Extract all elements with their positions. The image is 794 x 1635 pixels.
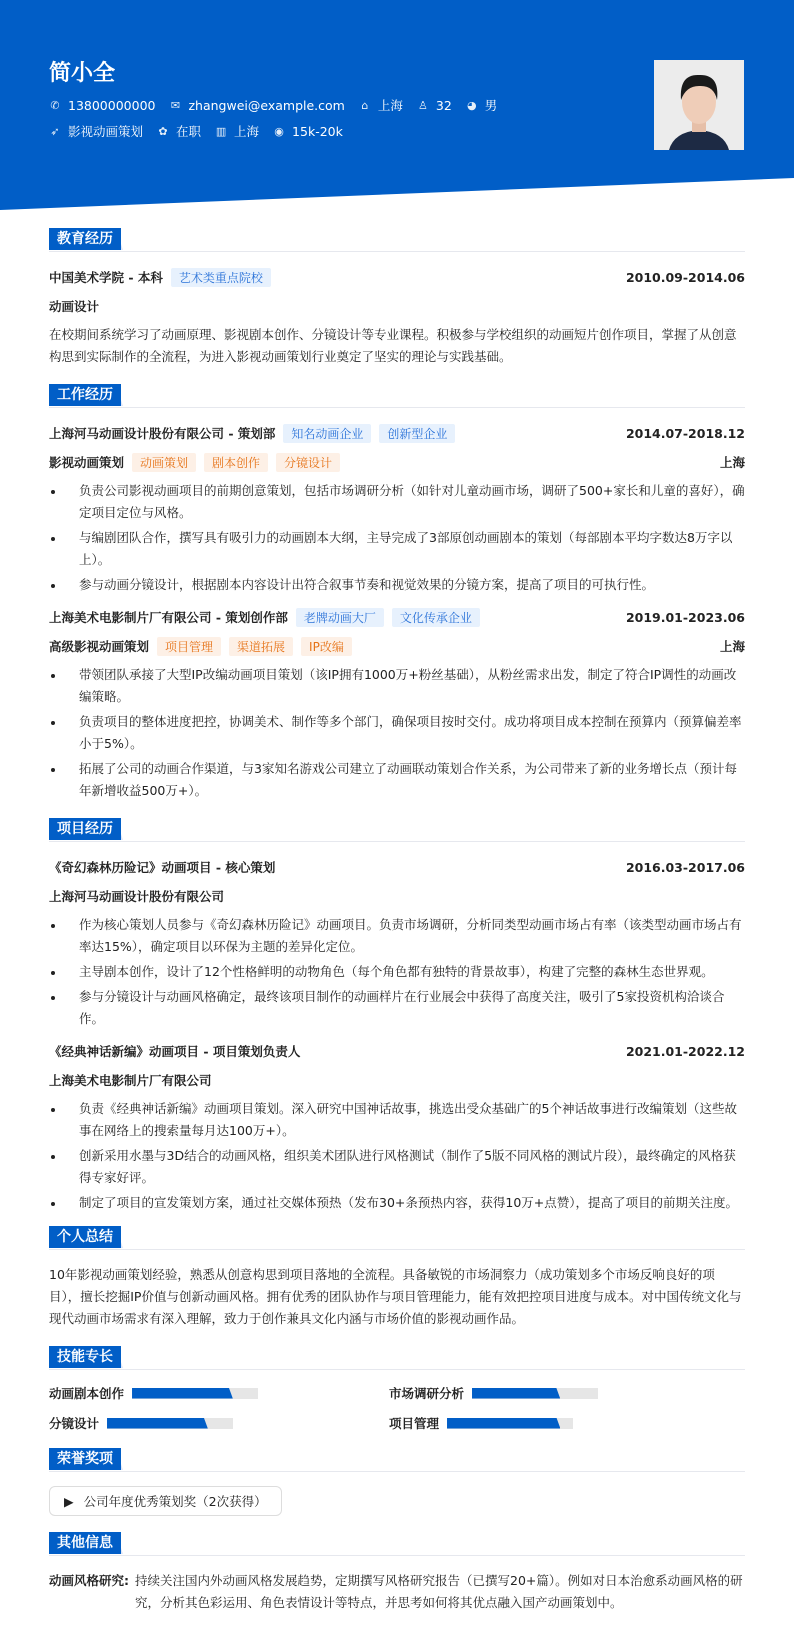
skill-name: 分镜设计 [49,1416,100,1431]
job: 影视动画策划 [68,124,144,139]
section-awards [49,1446,745,1472]
section-title: 教育经历 [49,228,121,250]
home: 上海 [377,98,403,113]
company-tag: 知名动画企业 [283,424,371,443]
triangle-right-icon: ▶ [64,1493,74,1509]
skill-bar [447,1418,573,1429]
other-info [49,1570,745,1614]
contact-row [49,96,497,114]
skill-name: 项目管理 [389,1416,440,1431]
home-icon: ⌂ [361,98,369,112]
skill-item [49,1414,389,1432]
project-name: 《经典神话新编》动画项目 - 项目策划负责人 [49,1044,301,1059]
bullet: 负责《经典神话新编》动画项目策划。深入研究中国神话故事，挑选出受众基础广的5个神话故事进行改编策划（这些故事在网络上的搜索量每月达100万+）。 [49,1098,745,1142]
project-entry [49,856,745,1030]
skill-tag: 项目管理 [157,637,221,656]
phone-icon: ✆ [50,98,60,112]
skill-tag: 渠道拓展 [229,637,293,656]
skill-bar-fill [107,1418,208,1429]
skill-tag: 分镜设计 [276,453,340,472]
bullet: 参与分镜设计与动画风格确定，最终该项目制作的动画样片在行业展会中获得了高度关注，吸引了5家投资机构洽谈合作。 [49,986,745,1030]
job-title: 高级影视动画策划 [49,639,150,654]
bullet: 制定了项目的宣发策划方案，通过社交媒体预热（发布30+条预热内容，获得10万+点赞），提高了项目的前期关注度。 [49,1192,745,1214]
bullet: 创新采用水墨与3D结合的动画风格，组织美术团队进行风格测试（制作了5版不同风格的测试片段），最终确定的风格获得专家好评。 [49,1145,745,1189]
school: 中国美术学院 - 本科 [49,270,163,285]
bullet: 作为核心策划人员参与《奇幻森林历险记》动画项目。负责市场调研，分析同类型动画市场占有率（该类型动画市场占有率达15%），确定项目以环保为主题的差异化定位。 [49,914,745,958]
date: 2019.01-2023.06 [625,609,745,625]
section-projects [49,816,745,842]
section-title: 个人总结 [49,1226,121,1248]
gear-icon: ✿ [158,124,168,138]
project-org: 上海美术电影制片厂有限公司 [49,1073,212,1088]
award-text: 公司年度优秀策划奖（2次获得） [83,1494,267,1509]
section-summary [49,1224,745,1250]
major: 动画设计 [49,299,100,314]
send-icon: ➶ [50,124,60,138]
salary: 15k-20k [292,123,343,139]
bullet: 主导剧本创作，设计了12个性格鲜明的动物角色（每个角色都有独特的背景故事），构建了完整的森林生态世界观。 [49,961,745,983]
summary-text: 10年影视动画策划经验，熟悉从创意构思到项目落地的全流程。具备敏锐的市场洞察力（成功策划多个市场反响良好的项目），擅长挖掘IP价值与创新动画风格。拥有优秀的团队协作与项目管理能力，能有效把控项目进度与成本。对中国传统文化与现代动画市场需求有深入理解，致力于创作兼具文化内涵与市场价值的影视动画作品。 [49,1267,742,1326]
skill-bar-fill [132,1388,233,1399]
city: 上海 [234,124,260,139]
education-desc: 在校期间系统学习了动画原理、影视剧本创作、分镜设计等专业课程。积极参与学校组织的动画短片创作项目，掌握了从创意构思到实际制作的全流程，为进入影视动画策划行业奠定了坚实的理论与实践基础。 [49,327,737,364]
location: 上海 [719,455,745,470]
skill-tag: IP改编 [301,637,352,656]
skill-item [389,1414,729,1432]
bullet: 参与动画分镜设计，根据剧本内容设计出符合叙事节奏和视觉效果的分镜方案，提高了项目的可执行性。 [49,574,745,596]
location: 上海 [719,639,745,654]
section-education [49,226,745,252]
skill-tag: 剧本创作 [204,453,268,472]
job-row [49,122,343,140]
candidate-name: 简小全 [49,61,116,86]
gender-icon: ◕ [466,98,477,112]
work-entry [49,422,745,596]
other-label: 动画风格研究: [49,1573,129,1588]
section-work [49,382,745,408]
section-title: 其他信息 [49,1532,121,1554]
company: 上海河马动画设计股份有限公司 - 策划部 [49,426,276,441]
resume-content [49,226,745,1614]
date: 2014.07-2018.12 [625,425,745,441]
phone: 13800000000 [68,97,156,113]
skill-bar [472,1388,598,1399]
skill-name: 市场调研分析 [389,1386,465,1401]
skill-bar-fill [447,1418,560,1429]
location-icon: ◉ [274,124,284,138]
section-other [49,1530,745,1556]
other-text: 持续关注国内外动画风格发展趋势，定期撰写风格研究报告（已撰写20+篇）。例如对日本治愈系动画风格的研究，分析其色彩运用、角色表情设计等特点，并思考如何将其优点融入国产动画策划中。 [135,1573,743,1610]
building-icon: ▥ [215,124,227,138]
skill-name: 动画剧本创作 [49,1386,125,1401]
work-entry [49,606,745,802]
email[interactable]: zhangwei@example.com [188,97,345,113]
company-tag: 创新型企业 [379,424,455,443]
company: 上海美术电影制片厂有限公司 - 策划创作部 [49,610,288,625]
tag: 艺术类重点院校 [171,268,271,287]
bullet: 与编剧团队合作，撰写具有吸引力的动画剧本大纲，主导完成了3部原创动画剧本的策划（每部剧本平均字数达8万字以上）。 [49,527,745,571]
section-title: 项目经历 [49,818,121,840]
section-title: 技能专长 [49,1346,121,1368]
gender: 男 [484,98,498,113]
project-name: 《奇幻森林历险记》动画项目 - 核心策划 [49,860,276,875]
skill-item [389,1384,729,1402]
age: 32 [435,97,452,113]
bullet: 带领团队承接了大型IP改编动画项目策划（该IP拥有1000万+粉丝基础），从粉丝需求出发，制定了符合IP调性的动画改编策略。 [49,664,745,708]
project-entry [49,1040,745,1214]
award-item[interactable] [49,1486,282,1516]
section-title: 荣誉奖项 [49,1448,121,1470]
project-org: 上海河马动画设计股份有限公司 [49,889,225,904]
company-tag: 文化传承企业 [392,608,480,627]
skill-bar [132,1388,258,1399]
section-skills [49,1344,745,1370]
skill-bar-fill [472,1388,560,1399]
date: 2010.09-2014.06 [625,269,745,285]
date: 2016.03-2017.06 [625,859,745,875]
status: 在职 [176,124,202,139]
skill-item [49,1384,389,1402]
job-title: 影视动画策划 [49,455,125,470]
skill-bar [107,1418,233,1429]
skill-tag: 动画策划 [132,453,196,472]
section-title: 工作经历 [49,384,121,406]
bullet: 拓展了公司的动画合作渠道，与3家知名游戏公司建立了动画联动策划合作关系，为公司带来了新的业务增长点（预计每年新增收益500万+）。 [49,758,745,802]
bullet: 负责项目的整体进度把控，协调美术、制作等多个部门，确保项目按时交付。成功将项目成本控制在预算内（预算偏差率小于5%）。 [49,711,745,755]
mail-icon: ✉ [170,98,181,112]
age-icon: ♙ [417,98,428,112]
company-tag: 老牌动画大厂 [296,608,384,627]
bullet: 负责公司影视动画项目的前期创意策划，包括市场调研分析（如针对儿童动画市场，调研了500+家长和儿童的喜好），确定项目定位与风格。 [49,480,745,524]
avatar [654,60,744,150]
date: 2021.01-2022.12 [625,1043,745,1059]
